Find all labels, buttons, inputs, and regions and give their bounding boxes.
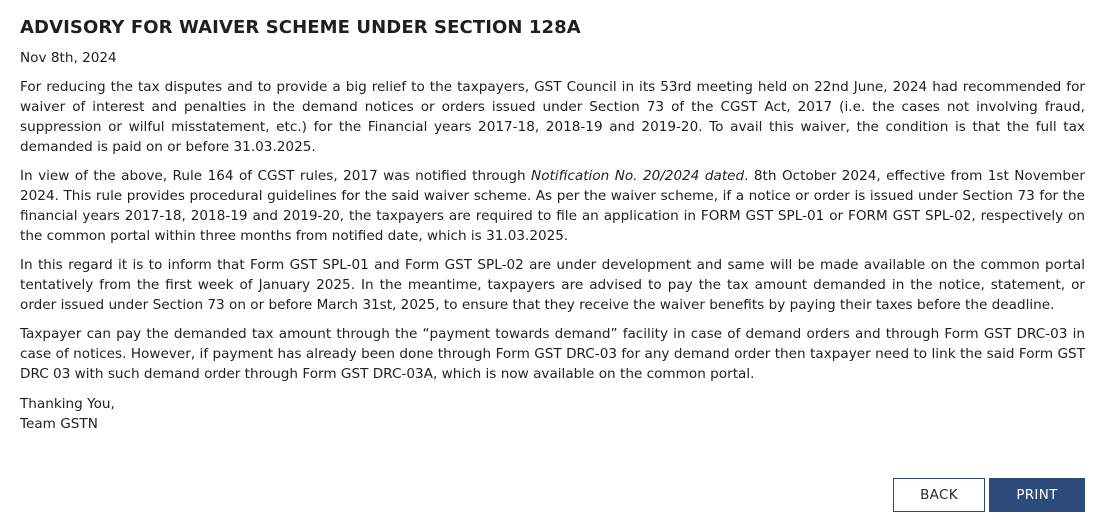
notification-reference: Notification No. 20/2024 dated [531, 168, 745, 184]
paragraph-1: For reducing the tax disputes and to provide a big relief to the taxpayers, GST Council in its 53rd meeting held on 22nd June, 2024 had recommended for waiver of interest and penalties in the demand notices or orders issued under Section 73 of the CGST Act, 2017 (i.e. the cases not involving fraud, suppression or wilful misstatement, etc.) for the Financial years 2017-18, 2018-19 and 2019-20. To avail this waiver, the condition is that the full tax demanded is paid on or before 31.03.2025. [20, 79, 1085, 155]
paragraph-2-text-end: . 8th October 2024, effective from 1st November 2024. This rule provides procedural guidelines for the said waiver scheme. As per the waiver scheme, if a notice or order is issued under Section 73 for the financial years 2017-18, 2018-19 and 2019-20, the taxpayers are required to file an application in FORM GST SPL-01 or FORM GST SPL-02, respectively on the common portal within three months from notified date, which is 31.03.2025. [20, 168, 1085, 244]
paragraph-4: Taxpayer can pay the demanded tax amount through the “payment towards demand” facility in case of demand orders and through Form GST DRC-03 in case of notices. However, if payment has already been done through Form GST DRC-03 for any demand order then taxpayer need to link the said Form GST DRC 03 with such demand order through Form GST DRC-03A, which is now available on the common portal. [20, 326, 1085, 382]
paragraph-2-text-start: In view of the above, Rule 164 of CGST rules, 2017 was notified through [20, 168, 532, 184]
page-title: ADVISORY FOR WAIVER SCHEME UNDER SECTION 128A [20, 17, 581, 38]
paragraph-2 [20, 166, 1085, 246]
closing-team: Team GSTN [20, 416, 98, 432]
closing-signature [20, 394, 1085, 434]
print-button[interactable]: PRINT [989, 478, 1085, 512]
back-button[interactable]: BACK [893, 478, 985, 512]
advisory-content [20, 15, 1085, 434]
advisory-date: Nov 8th, 2024 [20, 50, 117, 66]
closing-thanks: Thanking You, [20, 396, 115, 412]
paragraph-3: In this regard it is to inform that Form GST SPL-01 and Form GST SPL-02 are under development and same will be made available on the common portal tentatively from the first week of January 2025. In the meantime, taxpayers are advised to pay the tax amount demanded in the notice, statement, or order issued under Section 73 on or before March 31st, 2025, to ensure that they receive the waiver benefits by paying their taxes before the deadline. [20, 257, 1085, 313]
